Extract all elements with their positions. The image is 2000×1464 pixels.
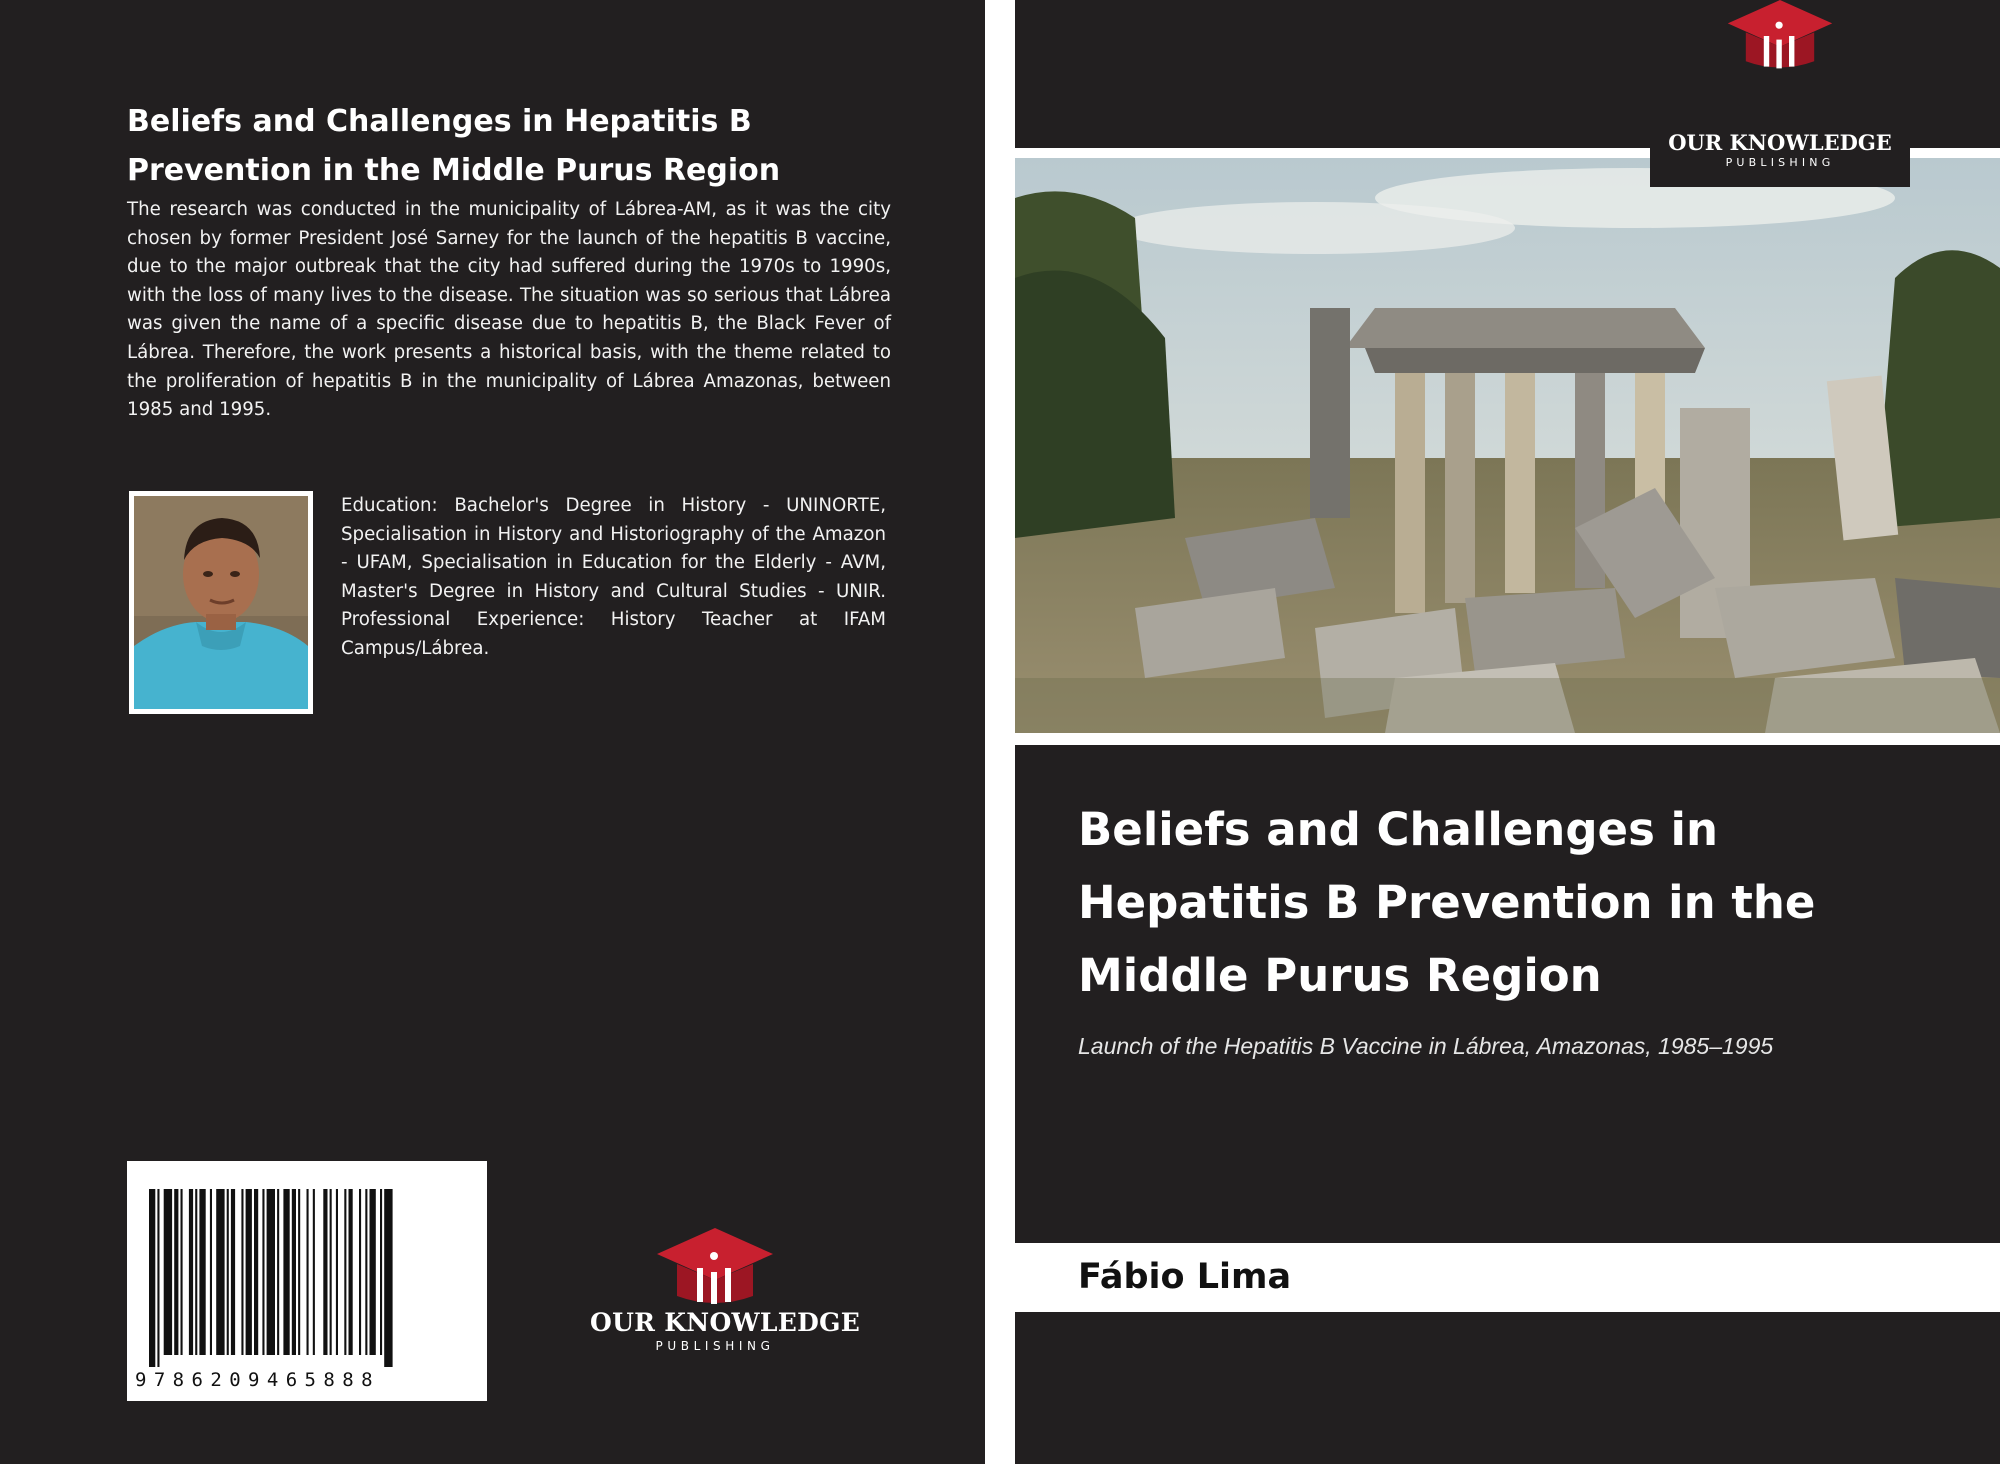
publisher-tagline: PUBLISHING <box>655 1339 775 1353</box>
barcode-bar <box>344 1189 346 1355</box>
publisher-name: OUR KNOWLEDGE <box>590 1308 861 1337</box>
barcode-bar <box>227 1189 229 1355</box>
publisher-name: OUR KNOWLEDGE <box>1668 130 1892 155</box>
barcode-bar <box>336 1189 338 1355</box>
barcode-bar <box>292 1189 296 1355</box>
author-photo <box>129 491 313 714</box>
barcode-bar <box>181 1189 183 1355</box>
publisher-tagline: PUBLISHING <box>1725 156 1835 169</box>
isbn-number: 9786209465888 <box>135 1369 380 1391</box>
barcode-bar <box>195 1189 197 1355</box>
barcode-bar <box>359 1189 361 1355</box>
isbn-barcode <box>127 1161 487 1401</box>
back-cover-blurb: The research was conducted in the municipality of Lábrea-AM, as it was the city chosen by former President José Sarney for the launch of the hepatitis B vaccine, due to the major outbreak that the city had suffered during the 1970s to 1990s, with the loss of many lives to the disease. The situation was so serious that Lábrea was given the name of a specific disease due to hepatitis B, the Black Fever of Lábrea. Therefore, the work presents a historical basis, with the theme related to the proliferation of hepatitis B in the municipality of Lábrea Amazonas, between 1985 and 1995. <box>127 199 891 421</box>
barcode-bar <box>216 1189 224 1355</box>
barcode-bar <box>298 1189 300 1355</box>
barcode-bar <box>267 1189 275 1355</box>
barcode-bar <box>384 1189 392 1367</box>
barcode-bar <box>323 1189 327 1355</box>
barcode-bar <box>370 1189 376 1355</box>
barcode-bar <box>365 1189 367 1355</box>
publisher-logo-box-front <box>1650 0 1910 187</box>
barcode-bar <box>262 1189 264 1355</box>
barcode-bar <box>164 1189 172 1355</box>
barcode-bar <box>157 1189 159 1367</box>
publisher-logo-front <box>1655 54 1905 170</box>
barcode-bar <box>210 1189 212 1355</box>
front-cover-author: Fábio Lima <box>1078 1257 1292 1297</box>
front-cover-subtitle: Launch of the Hepatitis B Vaccine in Lábrea, Amazonas, 1985–1995 <box>1078 1033 1774 1059</box>
front-cover-bottom-band <box>1015 1312 2000 1464</box>
barcode-bar <box>307 1189 309 1355</box>
front-cover-title: Beliefs and Challenges in Hepatitis B Prevention in the Middle Purus Region <box>1078 803 1816 1002</box>
barcode-bar <box>149 1189 155 1367</box>
publisher-logo-back <box>590 1228 861 1354</box>
author-bio: Education: Bachelor's Degree in History - UNINORTE, Specialisation in History and Historiography of the Amazon - UFAM, Specialisation in Education for the Elderly - AVM, Master's Degree in History and Cultural Studies - UNIR. Professional Experience: History Teacher at IFAM Campus/Lábrea. <box>341 495 886 659</box>
cover-illustration-ruins <box>1015 158 2000 733</box>
graduation-cap-logo-icon <box>1725 0 1835 72</box>
barcode-bar <box>254 1189 258 1355</box>
barcode-bar <box>241 1189 243 1355</box>
barcode-bar <box>174 1189 178 1355</box>
barcode-bar <box>189 1189 193 1355</box>
barcode-bar <box>199 1189 205 1355</box>
barcode-bar <box>349 1189 353 1355</box>
back-cover-title: Beliefs and Challenges in Hepatitis B Prevention in the Middle Purus Region <box>127 104 781 188</box>
spine-gap <box>985 0 1015 1464</box>
barcode-bar <box>246 1189 252 1355</box>
barcode-bar <box>283 1189 289 1355</box>
barcode-bar <box>330 1189 332 1355</box>
graduation-cap-logo-icon <box>655 1228 775 1308</box>
barcode-bar <box>313 1189 315 1355</box>
barcode-bar <box>277 1189 279 1355</box>
barcode-bar <box>231 1189 235 1355</box>
barcode-bar <box>380 1189 382 1355</box>
